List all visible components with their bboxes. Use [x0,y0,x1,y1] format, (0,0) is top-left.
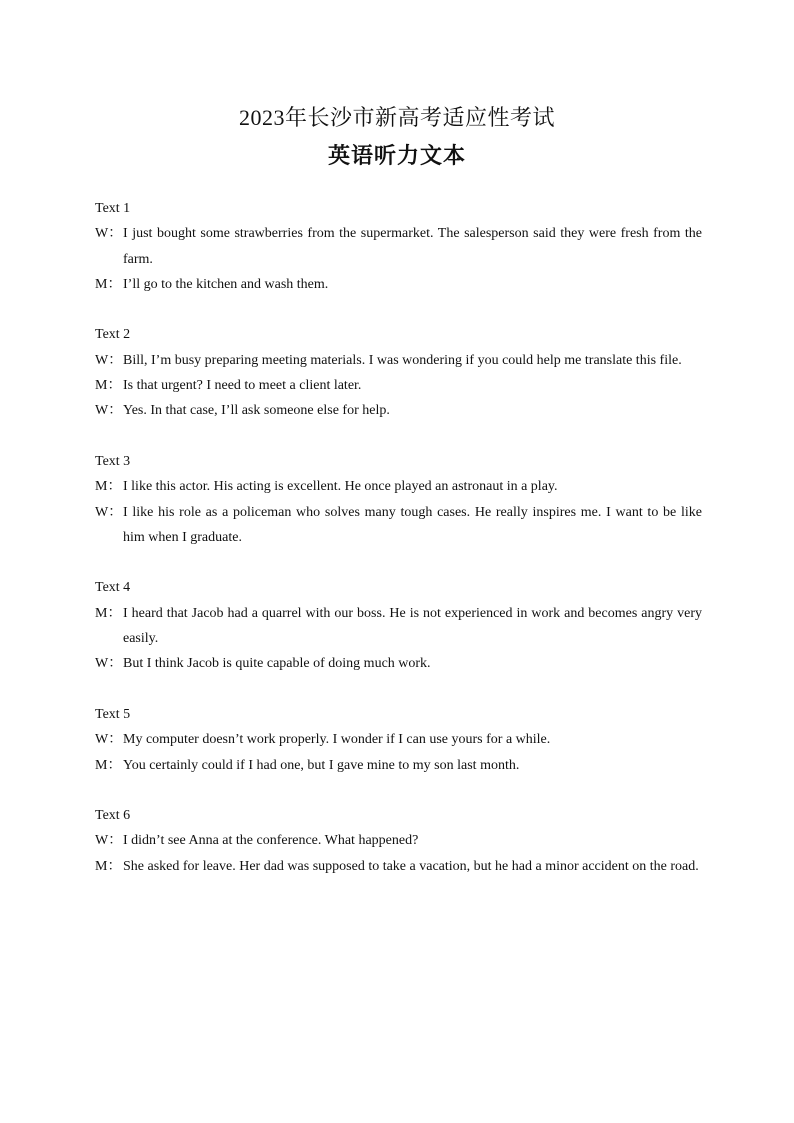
dialogue-text: I like this actor. His acting is excellent. He once played an astronaut in a play. [123,479,558,495]
speaker-label: W： [95,732,123,748]
dialogue-text: Is that urgent? I need to meet a client later. [123,378,362,394]
speaker-label: W： [95,833,123,849]
dialogue-line [95,272,702,297]
dialogue-line [95,828,702,853]
dialogue-line [95,474,702,499]
dialogue-line [95,221,702,272]
text-section-1 [95,196,702,297]
text-section-4 [95,575,702,676]
speaker-label: W： [95,226,123,242]
dialogue-line [95,500,702,551]
speaker-label: M： [95,378,122,394]
text-section-2 [95,322,702,423]
page-subtitle: 英语听力文本 [327,143,466,168]
section-heading: Text 1 [95,201,131,216]
dialogue-text: I heard that Jacob had a quarrel with our boss. He is not experienced in work and becomes angry very easily. [123,605,702,647]
section-heading: Text 4 [95,580,131,596]
speaker-label: W： [95,656,123,672]
text-section-6 [95,803,702,879]
speaker-label: M： [95,276,122,292]
speaker-label: M： [95,479,122,495]
speaker-label: W： [95,352,123,368]
transcript-body [95,196,702,904]
dialogue-text: You certainly could if I had one, but I gave mine to my son last month. [123,757,520,773]
section-heading: Text 5 [95,706,131,722]
dialogue-line [95,753,702,778]
dialogue-text: But I think Jacob is quite capable of doing much work. [123,656,431,672]
section-heading: Text 2 [95,327,131,343]
dialogue-text: Bill, I’m busy preparing meeting materials. I was wondering if you could help me translate this file. [123,352,682,368]
dialogue-line [95,651,702,676]
speaker-label: W： [95,504,123,520]
dialogue-line [95,854,702,879]
dialogue-line [95,348,702,373]
dialogue-line [95,601,702,652]
dialogue-text: I just bought some strawberries from the supermarket. The salesperson said they were fresh from the farm. [123,226,702,267]
dialogue-line [95,373,702,398]
dialogue-text: She asked for leave. Her dad was supposed to take a vacation, but he had a minor accident on the road. [123,858,699,874]
dialogue-text: I’ll go to the kitchen and wash them. [123,276,329,292]
section-heading: Text 3 [95,453,131,469]
speaker-label: M： [95,858,122,874]
speaker-label: M： [95,757,122,773]
dialogue-line [95,398,702,423]
dialogue-text: I didn’t see Anna at the conference. What happened? [123,833,419,849]
text-section-5 [95,702,702,778]
speaker-label: M： [95,605,122,621]
page-title: 2023年长沙市新高考适应性考试 [238,105,555,130]
text-section-3 [95,449,702,550]
section-heading: Text 6 [95,808,131,824]
dialogue-text: Yes. In that case, I’ll ask someone else for help. [123,403,390,419]
speaker-label: W： [95,403,123,419]
dialogue-line [95,727,702,752]
dialogue-text: I like his role as a policeman who solves many tough cases. He really inspires me. I want to be like him when I graduate. [123,504,702,545]
dialogue-text: My computer doesn’t work properly. I wonder if I can use yours for a while. [123,732,551,748]
